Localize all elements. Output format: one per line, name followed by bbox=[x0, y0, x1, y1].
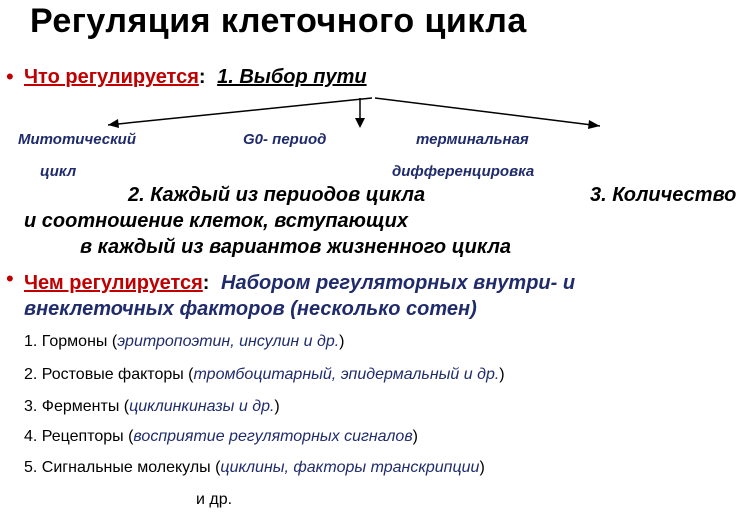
factor-tail: и др. bbox=[196, 491, 233, 508]
factor-detail: восприятие регуляторных сигналов bbox=[133, 428, 413, 445]
section2-line bbox=[24, 272, 575, 295]
arrowhead-terminal bbox=[588, 120, 600, 129]
factor-close: ) bbox=[412, 428, 418, 445]
section2-label: Чем регулируется bbox=[24, 272, 203, 294]
arrowhead-mitotic bbox=[108, 119, 119, 128]
factor-close: ) bbox=[274, 398, 280, 415]
factor-name: 1. Гормоны ( bbox=[24, 333, 118, 350]
factor-detail: циклинкиназы и др. bbox=[129, 398, 275, 415]
section2-text-2: внеклеточных факторов (несколько сотен) bbox=[24, 298, 477, 320]
factor-name: 2. Ростовые факторы ( bbox=[24, 366, 194, 383]
factor-name: 3. Ферменты ( bbox=[24, 398, 130, 415]
periods-text: 2. Каждый из периодов цикла bbox=[128, 184, 426, 206]
factor-close: ) bbox=[479, 459, 485, 476]
section2-colon: : bbox=[202, 272, 210, 294]
factor-item-1 bbox=[24, 333, 344, 351]
factor-name: 5. Сигнальные молекулы ( bbox=[24, 459, 221, 476]
choice-of-path: 1. Выбор пути bbox=[217, 66, 367, 88]
factor-item-3 bbox=[24, 398, 280, 416]
factor-detail: тромбоцитарный, эпидермальный и др. bbox=[193, 366, 500, 383]
section1-label: Что регулируется bbox=[24, 66, 199, 88]
g0-label: G0- период bbox=[243, 131, 327, 148]
page-title: Регуляция клеточного цикла bbox=[30, 2, 527, 40]
factor-item-2 bbox=[24, 366, 505, 384]
terminal-label-2: дифференцировка bbox=[392, 163, 535, 180]
factor-close: ) bbox=[499, 366, 505, 383]
factor-detail: циклины, факторы транскрипции bbox=[220, 459, 480, 476]
section1-colon: : bbox=[198, 66, 206, 88]
arrow-to-terminal bbox=[375, 98, 600, 126]
factor-item-4 bbox=[24, 428, 418, 446]
bullet-1: • bbox=[6, 64, 14, 89]
factor-close: ) bbox=[339, 333, 345, 350]
mitotic-label-2: цикл bbox=[40, 163, 77, 180]
terminal-label-1: терминальная bbox=[416, 131, 529, 148]
quantity-text: 3. Количество bbox=[590, 184, 737, 206]
section2-text-1: Набором регуляторных внутри- и bbox=[221, 272, 576, 294]
ratio-text-1: и соотношение клеток, вступающих bbox=[24, 210, 409, 232]
arrow-to-mitotic bbox=[108, 98, 372, 125]
factor-item-5 bbox=[24, 459, 485, 477]
mitotic-label-1: Митотический bbox=[18, 131, 137, 148]
ratio-text-2: в каждый из вариантов жизненного цикла bbox=[80, 236, 512, 258]
arrowhead-g0 bbox=[355, 118, 365, 128]
bullet-2: • bbox=[6, 266, 14, 291]
factor-name: 4. Рецепторы ( bbox=[24, 428, 134, 445]
factor-detail: эритропоэтин, инсулин и др. bbox=[117, 333, 340, 350]
